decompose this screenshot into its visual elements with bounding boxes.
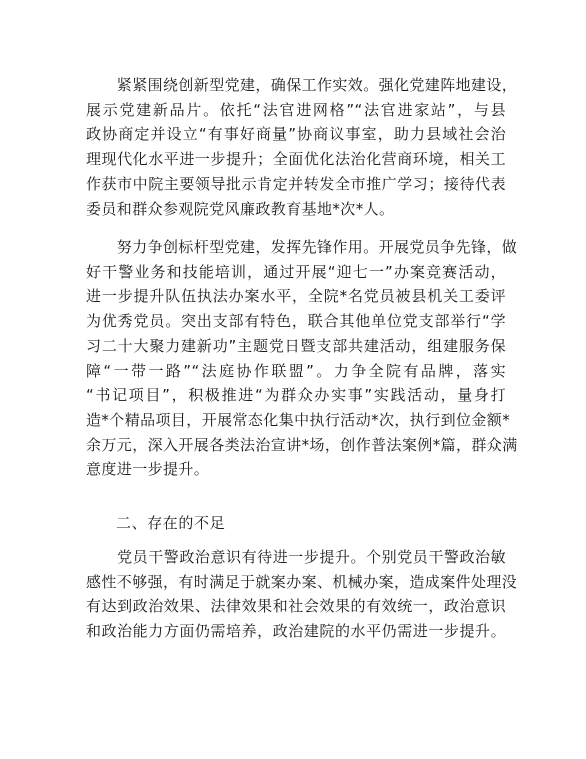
text-line: 意度进一步提升。 — [86, 460, 210, 479]
text-line: 感性不够强，有时满足于就案办案、机械办案，造成案件处理没 — [86, 572, 518, 591]
text-line: 理现代化水平进一步提升；全面优化法治化营商环境，相关工 — [86, 150, 506, 169]
text-line: 政协商定并设立“有事好商量”协商议事室，助力县域社会治 — [86, 125, 506, 144]
text-line: 委员和群众参观院党风廉政教育基地*次*人。 — [86, 199, 395, 218]
text-line: 造*个精品项目，开展常态化集中执行活动*次，执行到位金额* — [86, 410, 511, 429]
text-line: 进一步提升队伍执法办案水平，全院*名党员被县机关工委评 — [86, 287, 506, 306]
text-line: 党员干警政治意识有待进一步提升。个别党员干警政治敏 — [86, 548, 506, 566]
text-line: 和政治能力方面仍需培养，政治建院的水平仍需进一步提升。 — [86, 622, 506, 641]
text-line: 为优秀党员。突出支部有特色，联合其他单位党支部举行“学 — [86, 312, 506, 331]
paragraph-innovative-party-building — [86, 73, 518, 221]
section-heading: 二、存在的不足 — [116, 514, 226, 532]
text-line: 习二十大聚力建新功”主题党日暨支部共建活动，组建服务保 — [86, 336, 506, 355]
text-line: 有达到政治效果、法律效果和社会效果的有效统一，政治意识 — [86, 597, 506, 616]
text-line: 障“一带一路”“法庭协作联盟”。力争全院有品牌，落实 — [86, 361, 506, 380]
text-line: 努力争创标杆型党建，发挥先锋作用。开展党员争先锋，做 — [86, 238, 518, 256]
text-line: 好干警业务和技能培训，通过开展“迎七一”办案竞赛活动， — [86, 262, 506, 281]
text-line: 作获市中院主要领导批示肯定并转发全市推广学习；接待代表 — [86, 174, 506, 193]
text-line: 紧紧围绕创新型党建，确保工作实效。强化党建阵地建设， — [86, 76, 518, 94]
text-line: 展示党建新品片。依托“法官进网格”“法官进家站”，与县 — [86, 100, 506, 119]
text-line: “书记项目”，积极推进“为群众办实事”实践活动，量身打 — [86, 386, 506, 405]
paragraph-benchmark-party-building — [86, 235, 518, 482]
paragraph-shortcomings — [86, 545, 518, 644]
text-line: 余万元，深入开展各类法治宣讲*场，创作普法案例*篇，群众满 — [86, 435, 518, 454]
